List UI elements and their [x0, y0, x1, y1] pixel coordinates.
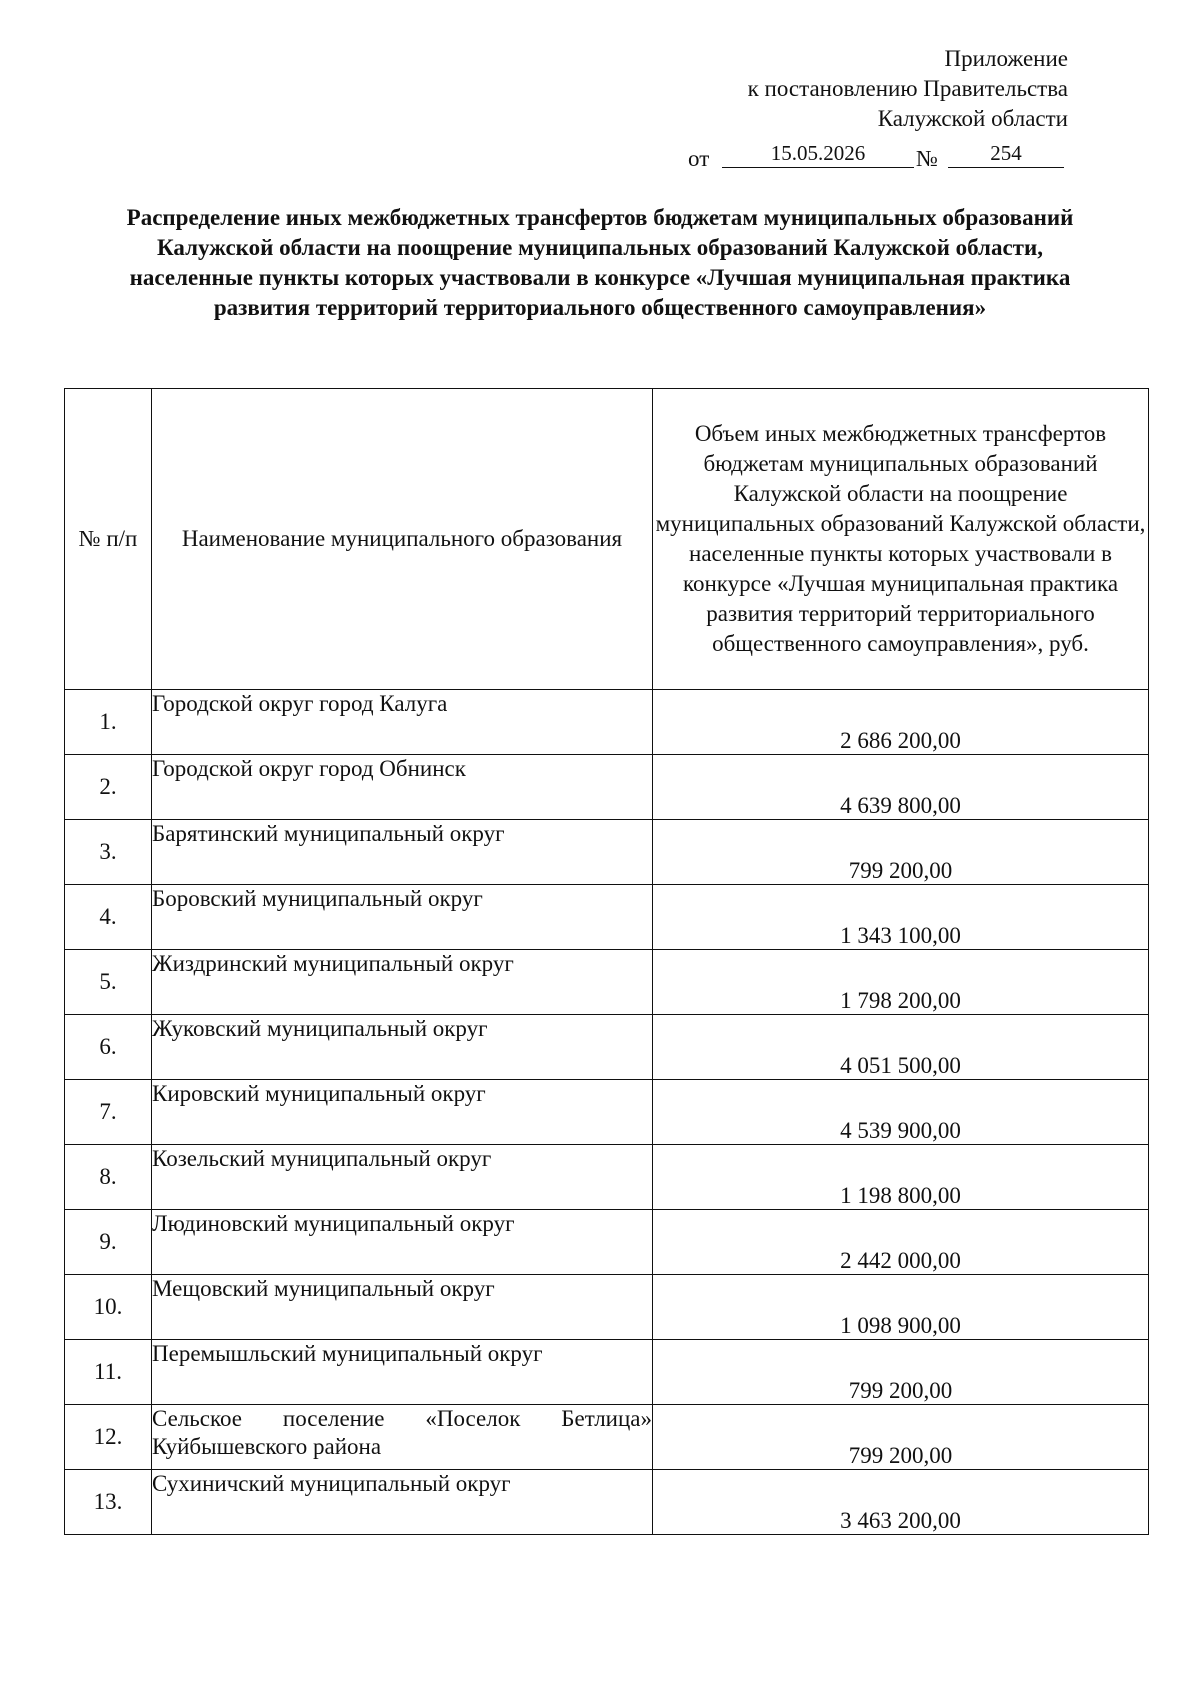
row-number: 10.: [65, 1275, 152, 1340]
appendix-region: Калужской области: [877, 106, 1068, 131]
row-amount: 4 539 900,00: [653, 1080, 1149, 1145]
table-row: [65, 1210, 1149, 1275]
row-number: 4.: [65, 885, 152, 950]
table-row: [65, 1405, 1149, 1470]
row-municipality: Боровский муниципальный округ: [152, 885, 653, 950]
row-amount: 3 463 200,00: [653, 1470, 1149, 1535]
row-municipality: [152, 1405, 653, 1470]
row-number: 8.: [65, 1145, 152, 1210]
number-sign: №: [916, 146, 938, 171]
row-amount: 2 686 200,00: [653, 690, 1149, 755]
row-municipality: Мещовский муниципальный округ: [152, 1275, 653, 1340]
row-amount: 4 639 800,00: [653, 755, 1149, 820]
row-number: 12.: [65, 1405, 152, 1470]
allocation-table: [64, 388, 1149, 1535]
header-number: № п/п: [65, 389, 152, 690]
row-number: 7.: [65, 1080, 152, 1145]
table-row: [65, 1340, 1149, 1405]
row-amount: 1 343 100,00: [653, 885, 1149, 950]
table-row: [65, 820, 1149, 885]
table-row: [65, 690, 1149, 755]
resolution-date-line: [688, 138, 1068, 172]
header-amount: Объем иных межбюджетных трансфертов бюджетам муниципальных образований Калужской области на поощрение муниципальных образований Калужской области, населенные пункты которых участвовали в конкурсе «Лучшая муниципальная практика развития территорий территориального общественного самоуправления», руб.: [653, 389, 1149, 690]
row-municipality: Перемышльский муниципальный округ: [152, 1340, 653, 1405]
row-municipality: Городской округ город Обнинск: [152, 755, 653, 820]
row-municipality: Барятинский муниципальный округ: [152, 820, 653, 885]
table-row: [65, 1015, 1149, 1080]
table-row: [65, 885, 1149, 950]
row-number: 6.: [65, 1015, 152, 1080]
table-row: [65, 950, 1149, 1015]
resolution-date: 15.05.2026: [722, 139, 914, 168]
resolution-number: 254: [948, 139, 1064, 168]
table-row: [65, 755, 1149, 820]
row-amount: 2 442 000,00: [653, 1210, 1149, 1275]
table-row: [65, 1275, 1149, 1340]
row-number: 11.: [65, 1340, 152, 1405]
row-amount: 1 798 200,00: [653, 950, 1149, 1015]
row-municipality: Городской округ город Калуга: [152, 690, 653, 755]
row-amount: 1 198 800,00: [653, 1145, 1149, 1210]
row-amount: 799 200,00: [653, 820, 1149, 885]
row-number: 1.: [65, 690, 152, 755]
row-amount: 799 200,00: [653, 1340, 1149, 1405]
row-municipality-line1: Сельское поселение «Поселок Бетлица»: [152, 1406, 652, 1431]
row-municipality: Людиновский муниципальный округ: [152, 1210, 653, 1275]
row-municipality: Козельский муниципальный округ: [152, 1145, 653, 1210]
row-number: 3.: [65, 820, 152, 885]
row-municipality: Жуковский муниципальный округ: [152, 1015, 653, 1080]
row-number: 9.: [65, 1210, 152, 1275]
row-number: 13.: [65, 1470, 152, 1535]
row-municipality: Кировский муниципальный округ: [152, 1080, 653, 1145]
header-municipality: Наименование муниципального образования: [152, 389, 653, 690]
table-row: [65, 1080, 1149, 1145]
row-municipality: Сухиничский муниципальный округ: [152, 1470, 653, 1535]
table-row: [65, 1145, 1149, 1210]
row-municipality-line2: Куйбышевского района: [152, 1434, 382, 1459]
row-amount: 1 098 900,00: [653, 1275, 1149, 1340]
table-row: [65, 1470, 1149, 1535]
row-number: 5.: [65, 950, 152, 1015]
date-prefix: от: [688, 146, 710, 171]
appendix-header: [548, 44, 1068, 134]
document-title: Распределение иных межбюджетных трансфертов бюджетам муниципальных образований Калужской области на поощрение муниципальных образований Калужской области, населенные пункты которых участвовали в конкурсе «Лучшая муниципальная практика развития территорий территориального общественного самоуправления»: [126, 205, 1074, 320]
appendix-label: Приложение: [944, 46, 1068, 71]
appendix-resolution-ref: к постановлению Правительства: [747, 76, 1068, 101]
row-number: 2.: [65, 755, 152, 820]
row-amount: 4 051 500,00: [653, 1015, 1149, 1080]
row-amount: 799 200,00: [653, 1405, 1149, 1470]
table-header-row: [65, 389, 1149, 690]
row-municipality: Жиздринский муниципальный округ: [152, 950, 653, 1015]
